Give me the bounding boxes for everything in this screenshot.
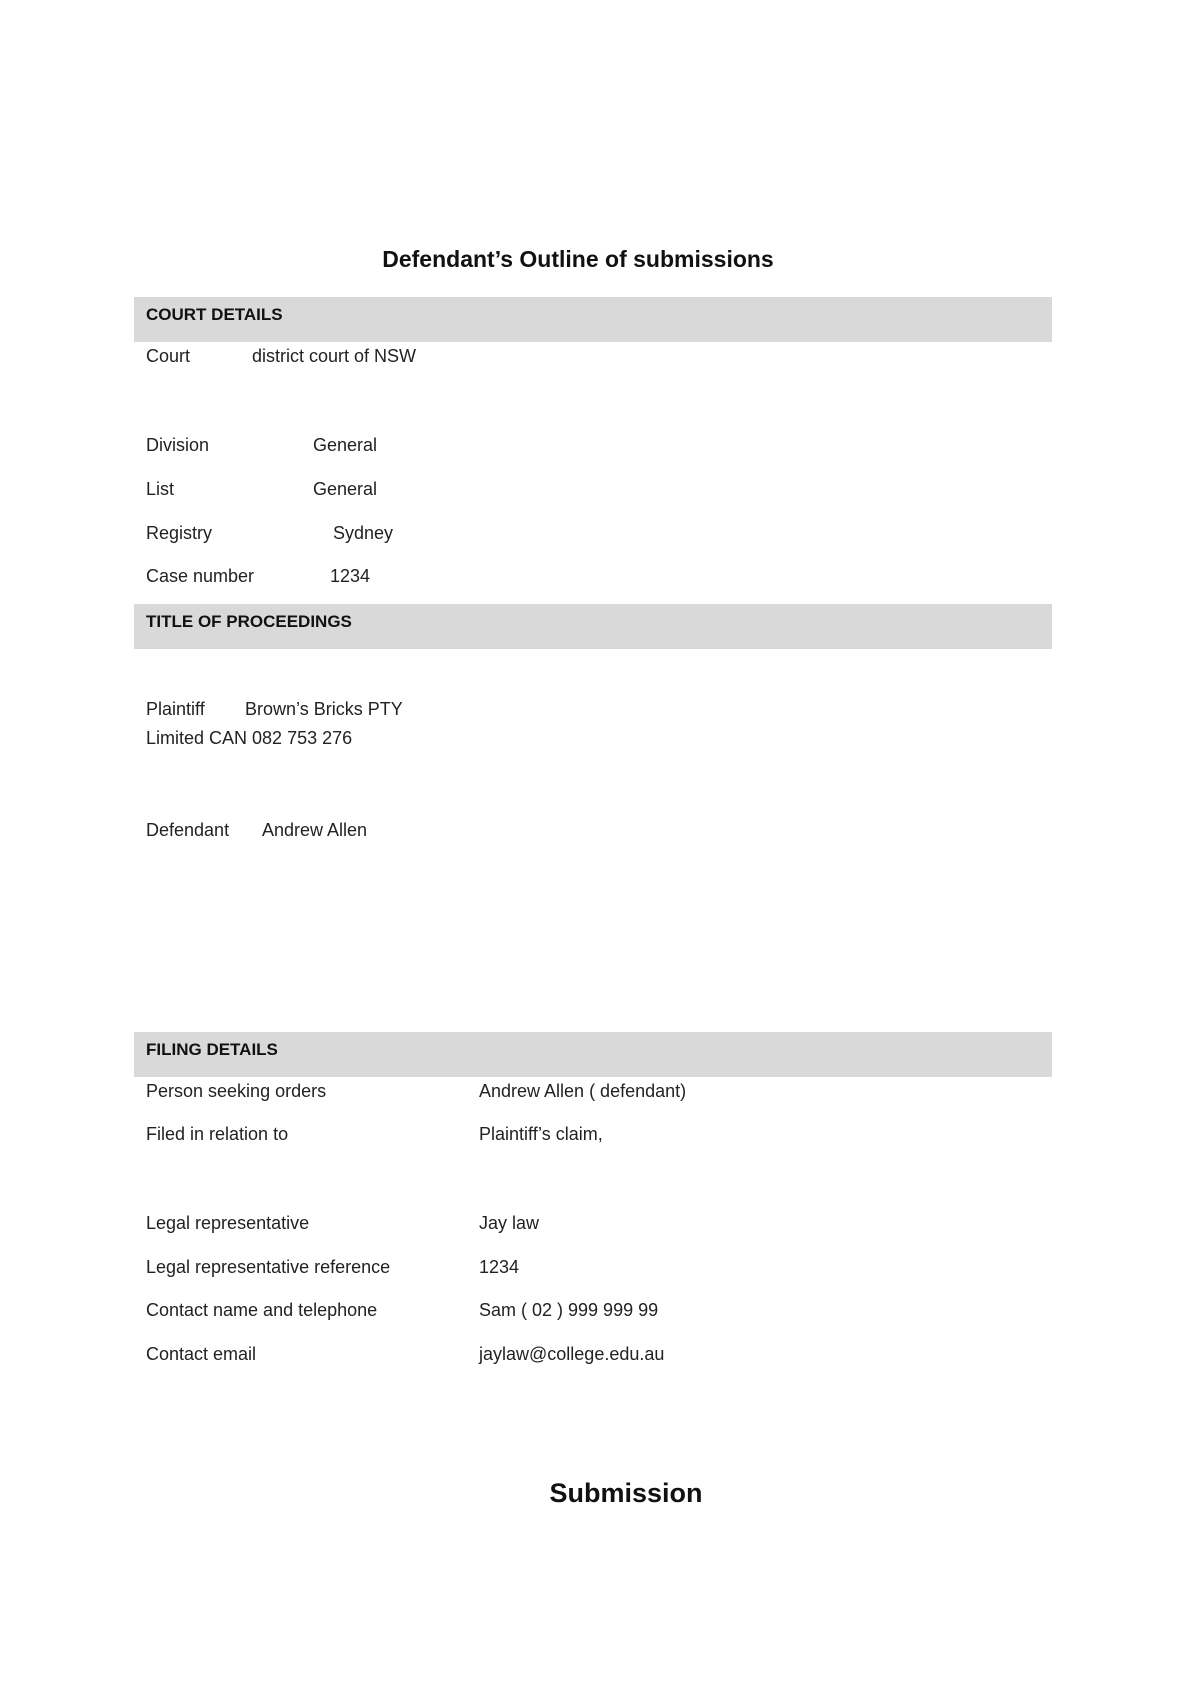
court-value: district court of NSW xyxy=(252,346,417,366)
filing-row-value: Sam ( 02 ) 999 999 99 xyxy=(479,1300,659,1320)
submission-heading: Submission xyxy=(549,1478,703,1508)
title-of-proceedings-heading: TITLE OF PROCEEDINGS xyxy=(134,604,1052,649)
filing-details-heading: FILING DETAILS xyxy=(134,1032,1052,1077)
filing-row-label: Contact name and telephone xyxy=(146,1300,378,1320)
document-title: Defendant’s Outline of submissions xyxy=(382,246,774,272)
filing-row-label: Person seeking orders xyxy=(146,1081,327,1101)
division-label: Division xyxy=(146,435,210,455)
filing-row-value: jaylaw@college.edu.au xyxy=(479,1344,665,1364)
list-value: General xyxy=(313,479,378,499)
court-details-heading: COURT DETAILS xyxy=(134,297,1052,342)
filing-row-value: Plaintiff’s claim, xyxy=(479,1124,603,1144)
division-value: General xyxy=(313,435,378,455)
filing-row-value: Jay law xyxy=(479,1213,540,1233)
registry-label: Registry xyxy=(146,523,213,543)
filing-row-label: Legal representative xyxy=(146,1213,310,1233)
defendant-label: Defendant xyxy=(146,820,230,840)
registry-value: Sydney xyxy=(333,523,394,543)
plaintiff-label: Plaintiff xyxy=(146,699,205,719)
case-number-value: 1234 xyxy=(330,566,371,586)
filing-row-value: Andrew Allen ( defendant) xyxy=(479,1081,687,1101)
court-label: Court xyxy=(146,346,191,366)
filing-row-label: Filed in relation to xyxy=(146,1124,289,1144)
list-label: List xyxy=(146,479,175,499)
defendant-value: Andrew Allen xyxy=(262,820,368,840)
plaintiff-value-line2: Limited CAN 082 753 276 xyxy=(146,728,353,748)
filing-row-label: Legal representative reference xyxy=(146,1257,391,1277)
plaintiff-value-line1: Brown’s Bricks PTY xyxy=(245,699,403,719)
filing-row-label: Contact email xyxy=(146,1344,257,1364)
case-number-label: Case number xyxy=(146,566,255,586)
filing-row-value: 1234 xyxy=(479,1257,520,1277)
